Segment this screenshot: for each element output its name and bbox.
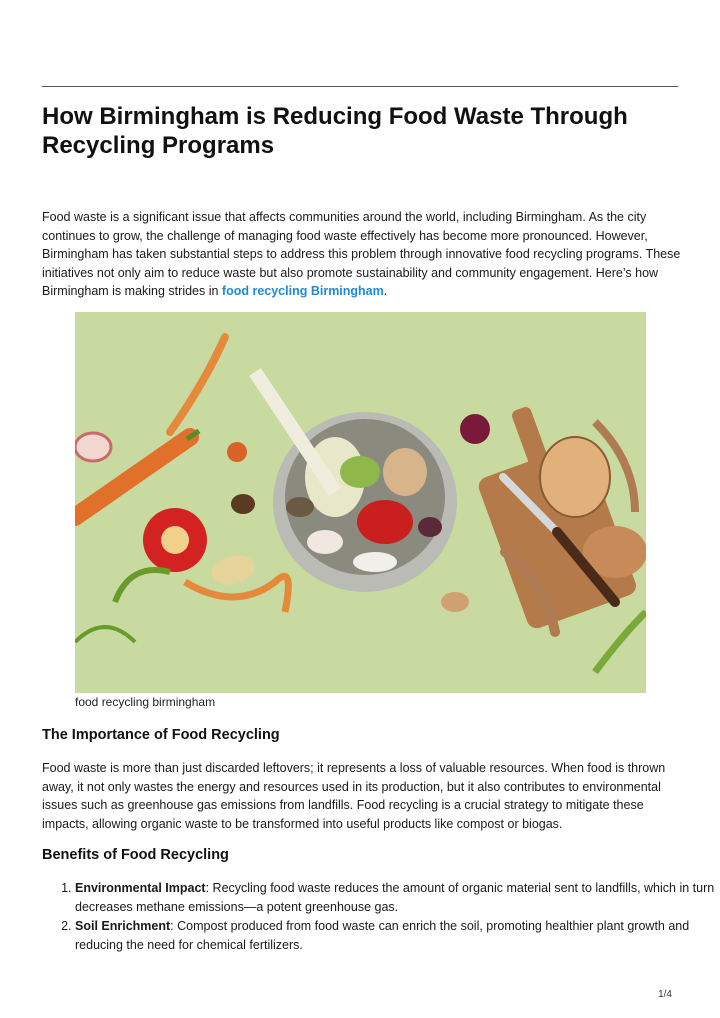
list-item-text: : Compost produced from food waste can enrich the soil, promoting healthier plant growth and reducing the need for chemical fertilizers.: [75, 919, 690, 952]
header-divider: [42, 86, 678, 87]
benefits-list: [42, 879, 715, 955]
list-item: [75, 879, 715, 916]
food-waste-photo: [75, 312, 646, 693]
list-item-term: Soil Enrichment: [75, 919, 171, 933]
list-item: [75, 917, 715, 954]
page-number: 1/4: [658, 989, 672, 1000]
article-title: How Birmingham is Reducing Food Waste Through Recycling Programs: [42, 103, 628, 159]
importance-paragraph: Food waste is more than just discarded leftovers; it represents a loss of valuable resources. When food is thrown away, it not only wastes the energy and resources used in its production, but it also contributes to environmental issues such as greenhouse gas emissions from landfills. Food recycling is a crucial strategy to mitigate these impacts, allowing organic waste to be transformed into useful products like compost or biogas.: [42, 761, 666, 831]
image-caption: food recycling birmingham: [75, 695, 216, 709]
list-item-text: : Recycling food waste reduces the amount of organic material sent to landfills, which in turn decreases methane emissions—a potent greenhouse gas.: [75, 881, 715, 914]
section-heading-benefits: Benefits of Food Recycling: [42, 847, 229, 863]
list-item-term: Environmental Impact: [75, 881, 206, 895]
intro-end: .: [383, 284, 388, 298]
intro-text: Food waste is a significant issue that affects communities around the world, including Birmingham. As the city continues to grow, the challenge of managing food waste effectively has become more pronounced. However, Birmingham has taken substantial steps to address this problem through innovative food recycling programs. These initiatives not only aim to reduce waste but also promote sustainability and community engagement. Here’s how Birmingham is making strides in: [42, 210, 681, 298]
intro-paragraph: [42, 208, 682, 301]
food-recycling-link[interactable]: food recycling Birmingham: [221, 284, 384, 298]
section-heading-importance: The Importance of Food Recycling: [42, 727, 280, 743]
